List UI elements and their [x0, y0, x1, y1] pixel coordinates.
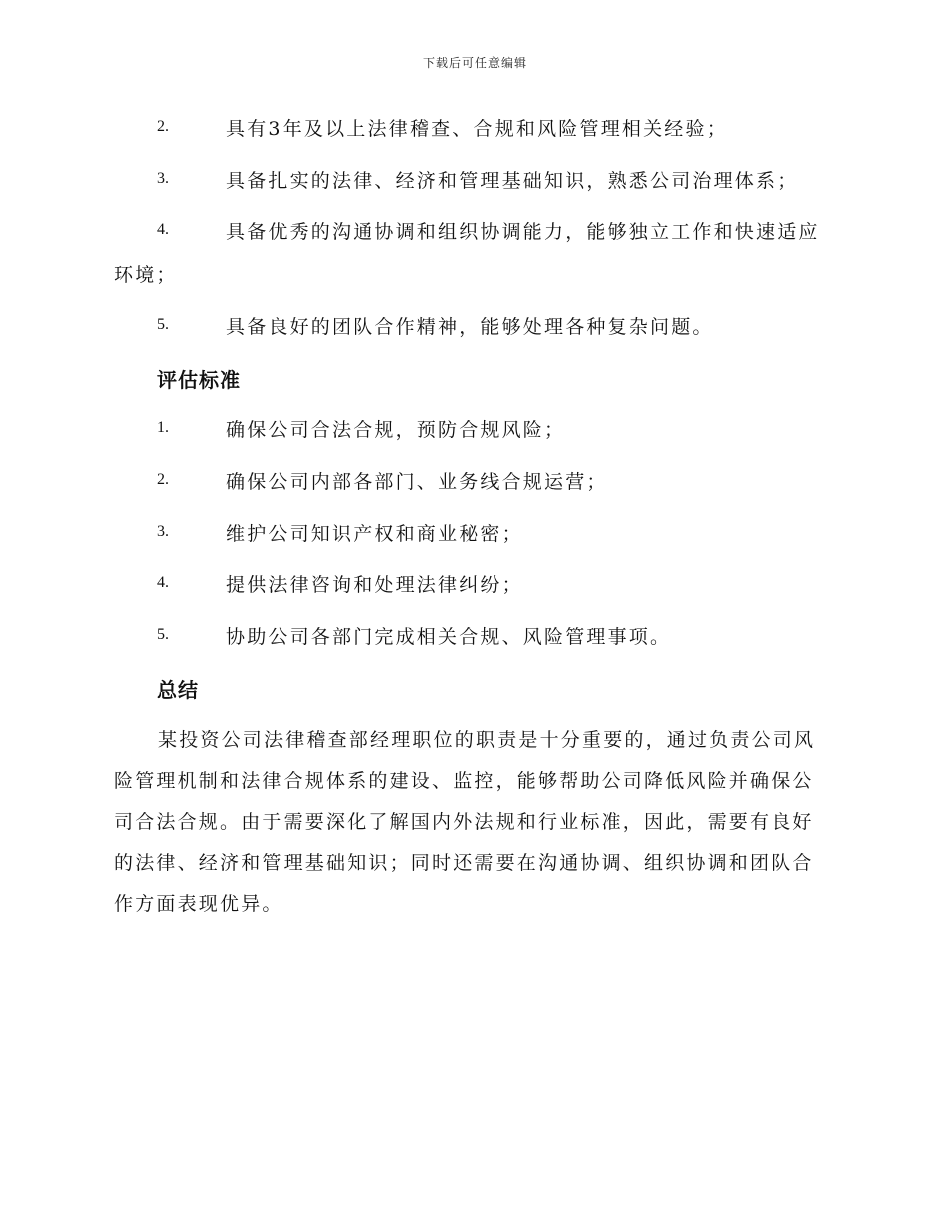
- list-item-text: 维护公司知识产权和商业秘密；: [226, 523, 523, 545]
- list-item-text: 确保公司合法合规，预防合规风险；: [226, 419, 566, 441]
- list-item-number: 1.: [157, 419, 169, 436]
- list-item-number: 3.: [157, 523, 169, 540]
- section-heading-evaluation: 评估标准: [157, 368, 241, 392]
- summary-paragraph: 某投资公司法律稽查部经理职位的职责是十分重要的，通过负责公司风险管理机制和法律合规体系的建设、监控，能够帮助公司降低风险并确保公司合法合规。由于需要深化了解国内外法规和行业标准，因此，需要有良好的法律、经济和管理基础知识；同时还需要在沟通协调、组织协调和团队合作方面表现优异。: [114, 729, 816, 915]
- list-item-number: 5.: [157, 626, 169, 643]
- section-heading-summary: 总结: [157, 678, 199, 702]
- list-item-number: 4.: [157, 221, 169, 238]
- list-item-text: 提供法律咨询和处理法律纠纷；: [226, 574, 523, 596]
- list-item-number: 5.: [157, 316, 169, 333]
- list-item-number: 2.: [157, 118, 169, 135]
- list-item-text: 具备良好的团队合作精神，能够处理各种复杂问题。: [226, 316, 714, 338]
- list-item-text: 协助公司各部门完成相关合规、风险管理事项。: [226, 626, 672, 648]
- list-item-text: 具备优秀的沟通协调和组织协调能力，能够独立工作和快速适应: [226, 221, 820, 243]
- list-item-number: 3.: [157, 170, 169, 187]
- list-item-continuation: 环境；: [114, 264, 178, 286]
- list-item-number: 4.: [157, 574, 169, 591]
- page-header: 下载后可任意编辑: [422, 56, 527, 70]
- list-item-number: 2.: [157, 471, 169, 488]
- list-item-text: 确保公司内部各部门、业务线合规运营；: [226, 471, 608, 493]
- list-item-text: 具有3年及以上法律稽查、合规和风险管理相关经验；: [226, 118, 728, 140]
- list-item-text: 具备扎实的法律、经济和管理基础知识，熟悉公司治理体系；: [226, 170, 799, 192]
